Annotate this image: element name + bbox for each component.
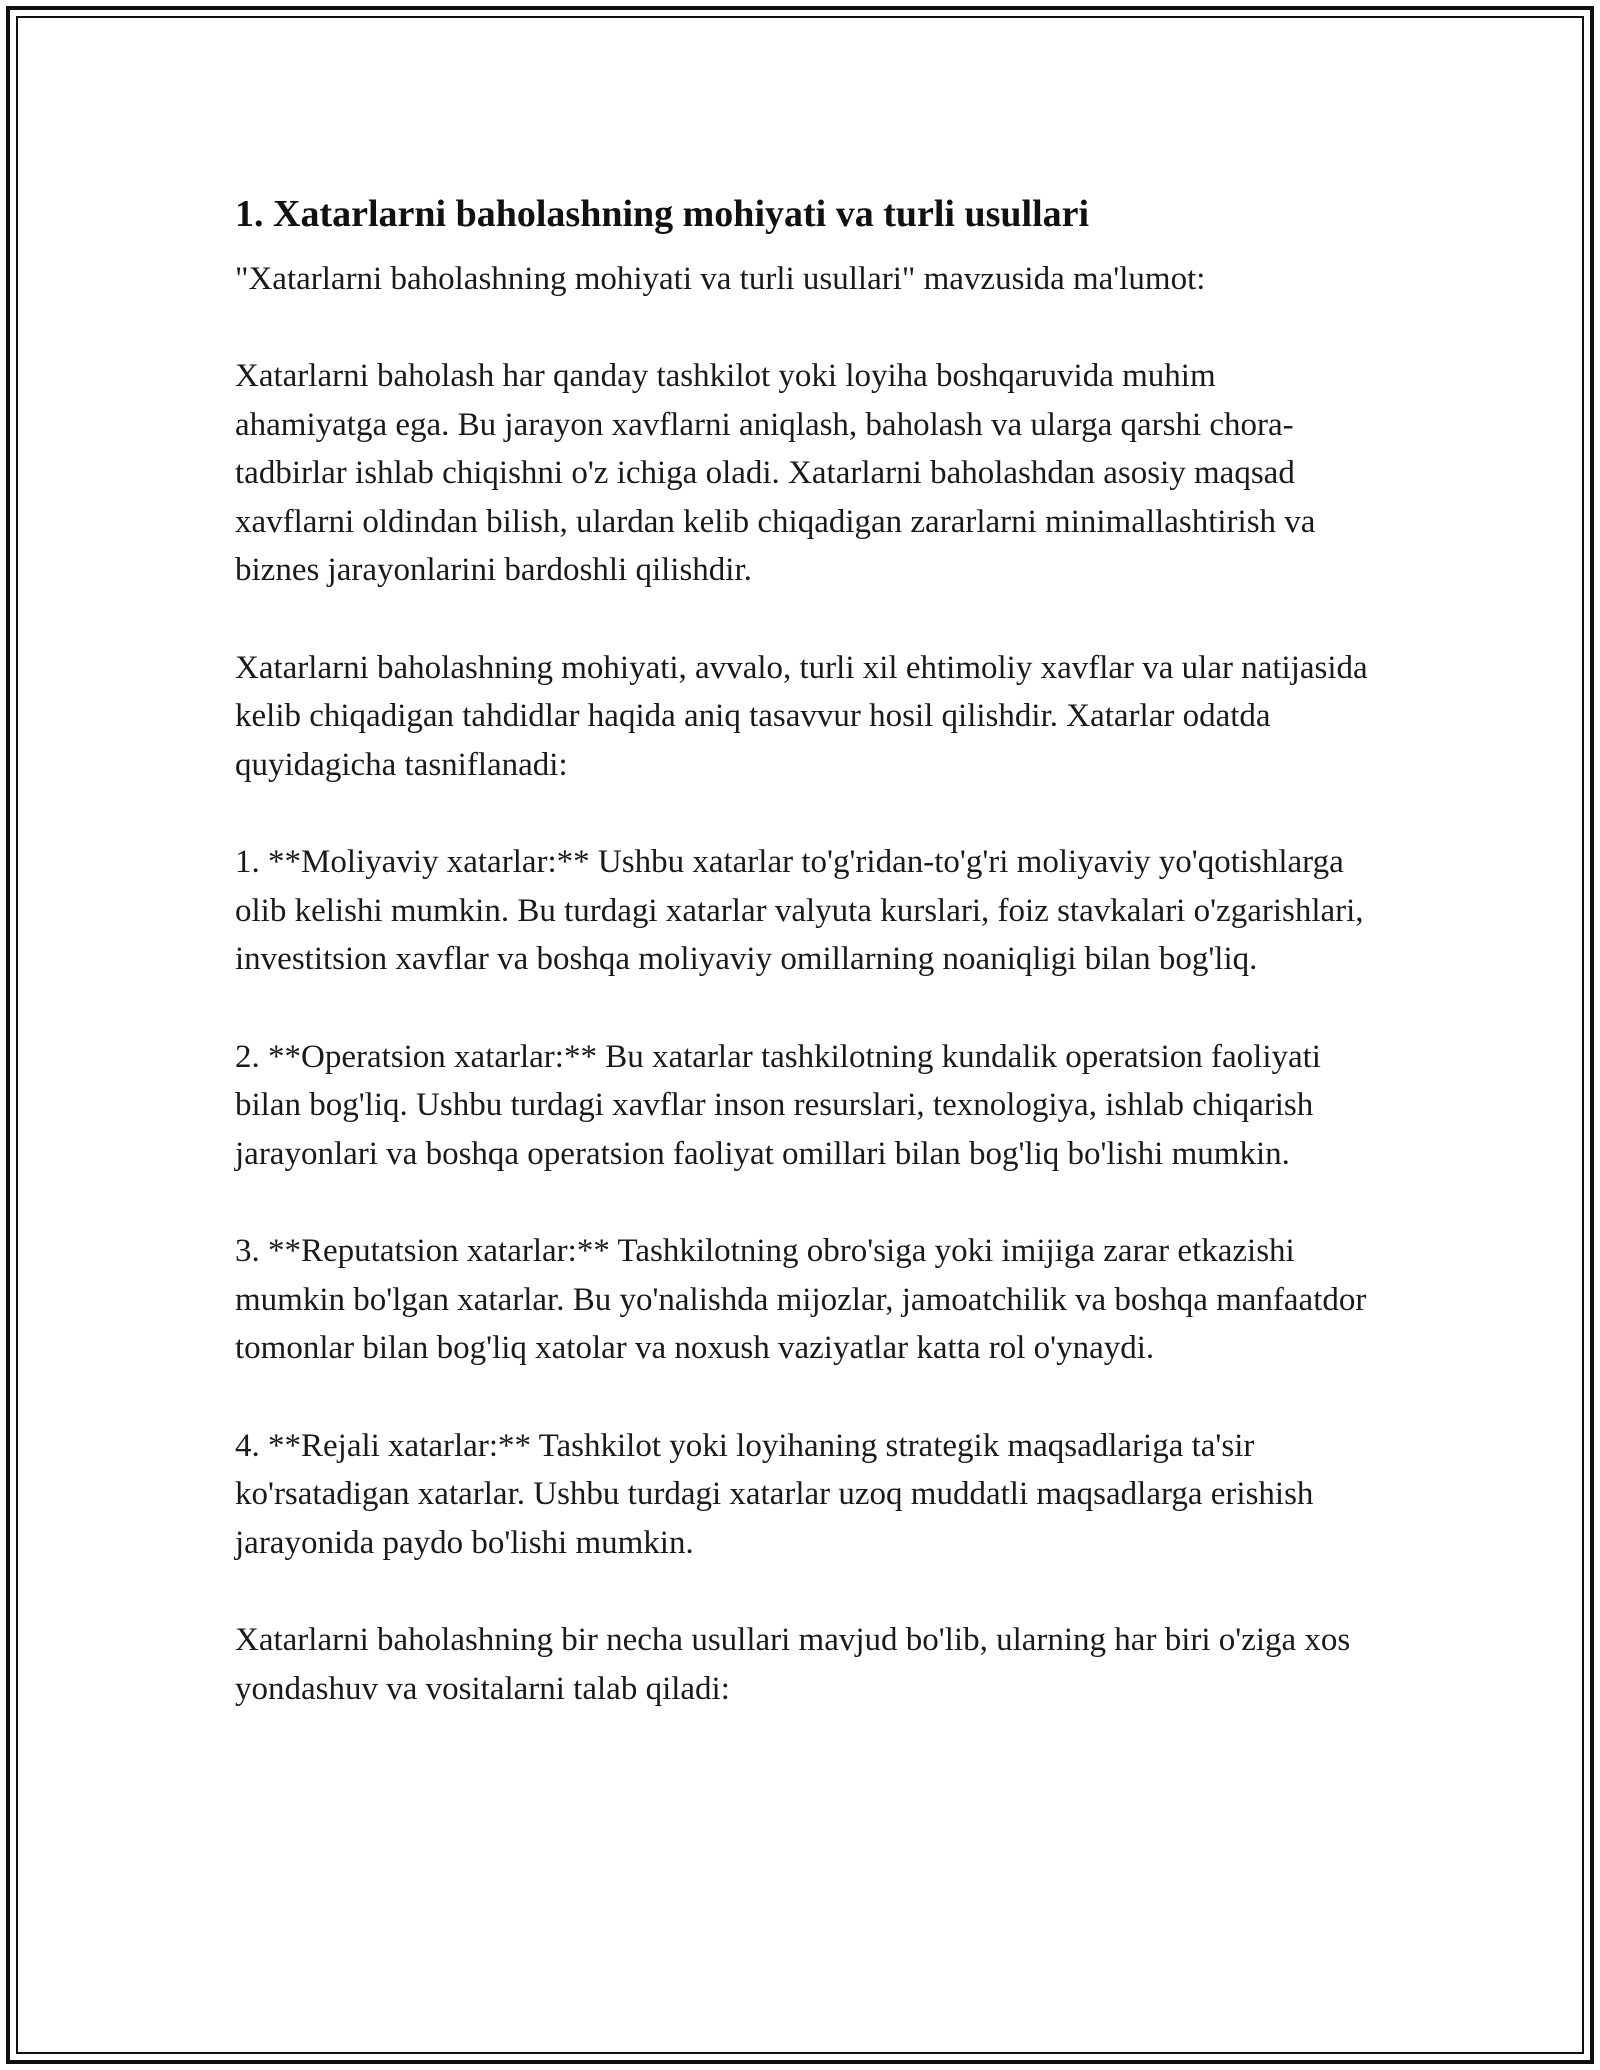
list-item-strategic-risks: 4. **Rejali xatarlar:** Tashkilot yoki loyihaning strategik maqsadlariga ta'sir ko'rsatadigan xatarlar. Ushbu turdagi xatarlar uzoq muddatli maqsadlarga erishish jarayonida paydo bo'lishi mumkin.: [235, 1427, 1314, 1561]
paragraph-methods-intro: Xatarlarni baholashning bir necha usullari mavjud bo'lib, ularning har biri o'ziga xos yondashuv va vositalarni talab qiladi:: [235, 1622, 1351, 1707]
intro-line: "Xatarlarni baholashning mohiyati va turli usullari" mavzusida ma'lumot:: [235, 261, 1206, 297]
paragraph-essence: Xatarlarni baholashning mohiyati, avvalo, turli xil ehtimoliy xavflar va ular natijasida kelib chiqadigan tahdidlar haqida aniq tasavvur hosil qilishdir. Xatarlar odatda quyidagicha tasniflanadi:: [235, 649, 1368, 783]
document-body: [235, 185, 1370, 1713]
list-item-operational-risks: 2. **Operatsion xatarlar:** Bu xatarlar tashkilotning kundalik operatsion faoliyati bilan bog'liq. Ushbu turdagi xavflar inson resurslari, texnologiya, ishlab chiqarish jarayonlari va boshqa operatsion faoliyat omillari bilan bog'liq bo'lishi mumkin.: [235, 1038, 1321, 1172]
section-heading: 1. Xatarlarni baholashning mohiyati va turli usullari: [235, 193, 1090, 235]
list-item-financial-risks: 1. **Moliyaviy xatarlar:** Ushbu xatarlar to'g'ridan-to'g'ri moliyaviy yo'qotishlarga olib kelishi mumkin. Bu turdagi xatarlar valyuta kurslari, foiz stavkalari o'zgarishlari, investitsion xavflar va boshqa moliyaviy omillarning noaniqligi bilan bog'liq.: [235, 844, 1364, 977]
paragraph-overview: Xatarlarni baholash har qanday tashkilot yoki loyiha boshqaruvida muhim ahamiyatga ega. Bu jarayon xavflarni aniqlash, baholash va ularga qarshi chora-tadbirlar ishlab chiqishni o'z ichiga oladi. Xatarlarni baholashdan asosiy maqsad xavflarni oldindan bilish, ulardan kelib chiqadigan zararlarni minimallashtirish va biznes jarayonlarini bardoshli qilishdir.: [235, 358, 1316, 588]
list-item-reputational-risks: 3. **Reputatsion xatarlar:** Tashkilotning obro'siga yoki imijiga zarar etkazishi mumkin bo'lgan xatarlar. Bu yo'nalishda mijozlar, jamoatchilik va boshqa manfaatdor tomonlar bilan bog'liq xatolar va noxush vaziyatlar katta rol o'ynaydi.: [235, 1233, 1367, 1366]
